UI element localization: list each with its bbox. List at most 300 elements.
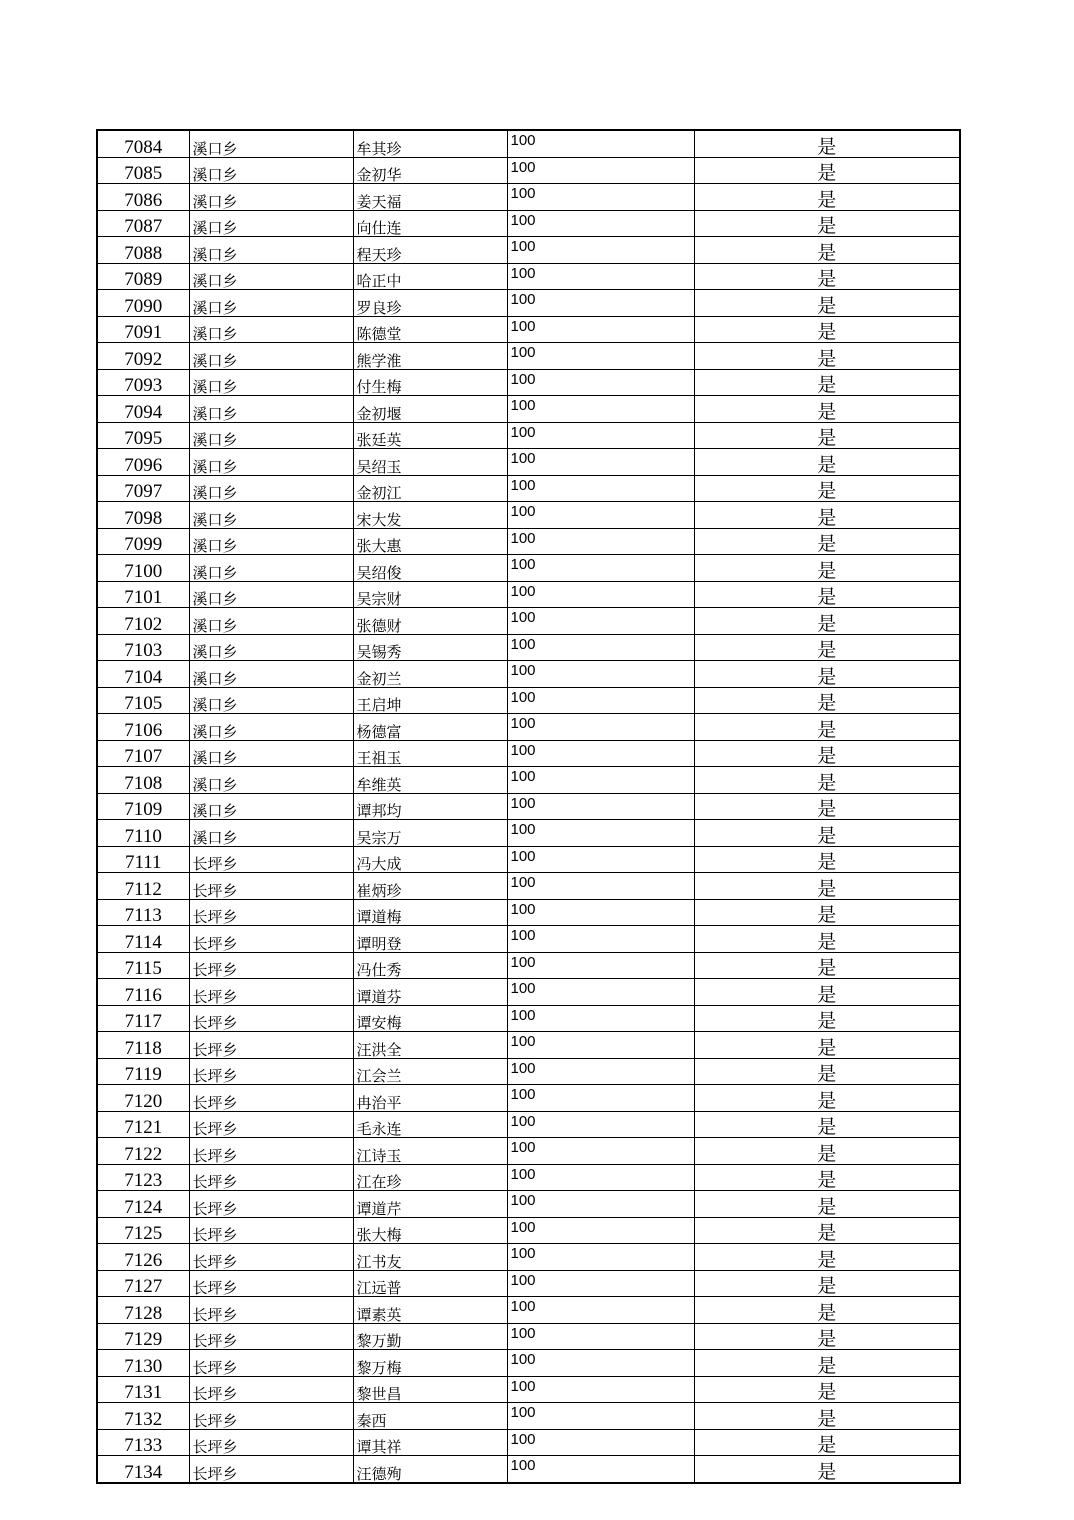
flag-cell: 是 (694, 343, 960, 370)
name-cell: 金初江 (353, 475, 507, 502)
flag-cell: 是 (694, 793, 960, 820)
flag-cell: 是 (694, 369, 960, 396)
amount-cell: 100 (507, 263, 694, 290)
table-row (97, 502, 960, 529)
table-row (97, 1376, 960, 1403)
township-cell: 长坪乡 (189, 1403, 353, 1430)
township-cell: 溪口乡 (189, 369, 353, 396)
name-cell: 冯仕秀 (353, 952, 507, 979)
flag-cell: 是 (694, 661, 960, 688)
table-row (97, 926, 960, 953)
flag-cell: 是 (694, 475, 960, 502)
row-number-cell: 7094 (97, 396, 189, 423)
table-row (97, 210, 960, 237)
township-cell: 长坪乡 (189, 1270, 353, 1297)
name-cell: 江在珍 (353, 1164, 507, 1191)
name-cell: 杨德富 (353, 714, 507, 741)
amount-cell: 100 (507, 952, 694, 979)
name-cell: 汪洪全 (353, 1032, 507, 1059)
flag-cell: 是 (694, 157, 960, 184)
name-cell: 王祖玉 (353, 740, 507, 767)
flag-cell: 是 (694, 1032, 960, 1059)
flag-cell: 是 (694, 1350, 960, 1377)
table-row (97, 1058, 960, 1085)
table-row (97, 1032, 960, 1059)
row-number-cell: 7111 (97, 846, 189, 873)
row-number-cell: 7086 (97, 184, 189, 211)
row-number-cell: 7114 (97, 926, 189, 953)
amount-cell: 100 (507, 873, 694, 900)
flag-cell: 是 (694, 1244, 960, 1271)
table-row (97, 608, 960, 635)
township-cell: 溪口乡 (189, 237, 353, 264)
row-number-cell: 7097 (97, 475, 189, 502)
row-number-cell: 7120 (97, 1085, 189, 1112)
township-cell: 溪口乡 (189, 502, 353, 529)
amount-cell: 100 (507, 1032, 694, 1059)
amount-cell: 100 (507, 237, 694, 264)
table-row (97, 687, 960, 714)
name-cell: 王启坤 (353, 687, 507, 714)
amount-cell: 100 (507, 979, 694, 1006)
amount-cell: 100 (507, 1058, 694, 1085)
township-cell: 长坪乡 (189, 873, 353, 900)
row-number-cell: 7118 (97, 1032, 189, 1059)
township-cell: 长坪乡 (189, 846, 353, 873)
township-cell: 溪口乡 (189, 767, 353, 794)
name-cell: 姜天福 (353, 184, 507, 211)
flag-cell: 是 (694, 1191, 960, 1218)
row-number-cell: 7128 (97, 1297, 189, 1324)
amount-cell: 100 (507, 1005, 694, 1032)
amount-cell: 100 (507, 210, 694, 237)
flag-cell: 是 (694, 1005, 960, 1032)
name-cell: 吴宗财 (353, 581, 507, 608)
name-cell: 谭道梅 (353, 899, 507, 926)
table-row (97, 1005, 960, 1032)
flag-cell: 是 (694, 1085, 960, 1112)
township-cell: 长坪乡 (189, 1429, 353, 1456)
name-cell: 宋大发 (353, 502, 507, 529)
township-cell: 溪口乡 (189, 714, 353, 741)
name-cell: 张大梅 (353, 1217, 507, 1244)
table-row (97, 873, 960, 900)
row-number-cell: 7085 (97, 157, 189, 184)
row-number-cell: 7093 (97, 369, 189, 396)
table-row (97, 1217, 960, 1244)
table-row (97, 343, 960, 370)
row-number-cell: 7103 (97, 634, 189, 661)
flag-cell: 是 (694, 290, 960, 317)
name-cell: 谭邦均 (353, 793, 507, 820)
township-cell: 长坪乡 (189, 1191, 353, 1218)
table-row (97, 820, 960, 847)
flag-cell: 是 (694, 952, 960, 979)
flag-cell: 是 (694, 846, 960, 873)
table-row (97, 1429, 960, 1456)
table-row (97, 1297, 960, 1324)
amount-cell: 100 (507, 130, 694, 157)
row-number-cell: 7107 (97, 740, 189, 767)
name-cell: 崔炳珍 (353, 873, 507, 900)
amount-cell: 100 (507, 528, 694, 555)
name-cell: 吴宗万 (353, 820, 507, 847)
name-cell: 黎万梅 (353, 1350, 507, 1377)
row-number-cell: 7084 (97, 130, 189, 157)
flag-cell: 是 (694, 1323, 960, 1350)
amount-cell: 100 (507, 1191, 694, 1218)
amount-cell: 100 (507, 1111, 694, 1138)
name-cell: 谭道芬 (353, 979, 507, 1006)
table-row (97, 316, 960, 343)
name-cell: 谭道芹 (353, 1191, 507, 1218)
data-table (96, 129, 961, 1484)
flag-cell: 是 (694, 396, 960, 423)
flag-cell: 是 (694, 608, 960, 635)
amount-cell: 100 (507, 1270, 694, 1297)
township-cell: 长坪乡 (189, 1456, 353, 1483)
township-cell: 溪口乡 (189, 263, 353, 290)
table-row (97, 475, 960, 502)
table-row (97, 157, 960, 184)
row-number-cell: 7091 (97, 316, 189, 343)
table-row (97, 1085, 960, 1112)
amount-cell: 100 (507, 502, 694, 529)
row-number-cell: 7105 (97, 687, 189, 714)
row-number-cell: 7112 (97, 873, 189, 900)
flag-cell: 是 (694, 130, 960, 157)
amount-cell: 100 (507, 899, 694, 926)
table-row (97, 661, 960, 688)
amount-cell: 100 (507, 1244, 694, 1271)
row-number-cell: 7104 (97, 661, 189, 688)
flag-cell: 是 (694, 820, 960, 847)
township-cell: 长坪乡 (189, 1111, 353, 1138)
flag-cell: 是 (694, 184, 960, 211)
township-cell: 溪口乡 (189, 634, 353, 661)
name-cell: 陈德堂 (353, 316, 507, 343)
township-cell: 长坪乡 (189, 1350, 353, 1377)
amount-cell: 100 (507, 343, 694, 370)
table-body (97, 130, 960, 1483)
table-row (97, 1456, 960, 1483)
flag-cell: 是 (694, 873, 960, 900)
table-row (97, 1350, 960, 1377)
row-number-cell: 7124 (97, 1191, 189, 1218)
name-cell: 冯大成 (353, 846, 507, 873)
amount-cell: 100 (507, 846, 694, 873)
table-row (97, 1270, 960, 1297)
row-number-cell: 7095 (97, 422, 189, 449)
township-cell: 长坪乡 (189, 1376, 353, 1403)
amount-cell: 100 (507, 687, 694, 714)
township-cell: 长坪乡 (189, 1005, 353, 1032)
table-row (97, 793, 960, 820)
amount-cell: 100 (507, 1429, 694, 1456)
township-cell: 溪口乡 (189, 793, 353, 820)
row-number-cell: 7129 (97, 1323, 189, 1350)
township-cell: 溪口乡 (189, 608, 353, 635)
township-cell: 溪口乡 (189, 130, 353, 157)
amount-cell: 100 (507, 475, 694, 502)
flag-cell: 是 (694, 926, 960, 953)
township-cell: 溪口乡 (189, 422, 353, 449)
township-cell: 溪口乡 (189, 396, 353, 423)
name-cell: 哈正中 (353, 263, 507, 290)
amount-cell: 100 (507, 1350, 694, 1377)
amount-cell: 100 (507, 1217, 694, 1244)
flag-cell: 是 (694, 1111, 960, 1138)
table-row (97, 290, 960, 317)
name-cell: 罗良珍 (353, 290, 507, 317)
row-number-cell: 7092 (97, 343, 189, 370)
row-number-cell: 7127 (97, 1270, 189, 1297)
name-cell: 黎万勤 (353, 1323, 507, 1350)
township-cell: 长坪乡 (189, 1217, 353, 1244)
table-row (97, 263, 960, 290)
amount-cell: 100 (507, 1403, 694, 1430)
amount-cell: 100 (507, 449, 694, 476)
row-number-cell: 7132 (97, 1403, 189, 1430)
row-number-cell: 7088 (97, 237, 189, 264)
name-cell: 江会兰 (353, 1058, 507, 1085)
name-cell: 张大惠 (353, 528, 507, 555)
amount-cell: 100 (507, 1164, 694, 1191)
township-cell: 溪口乡 (189, 343, 353, 370)
row-number-cell: 7106 (97, 714, 189, 741)
table-row (97, 634, 960, 661)
township-cell: 溪口乡 (189, 581, 353, 608)
row-number-cell: 7090 (97, 290, 189, 317)
row-number-cell: 7101 (97, 581, 189, 608)
table-row (97, 237, 960, 264)
table-row (97, 1323, 960, 1350)
amount-cell: 100 (507, 369, 694, 396)
flag-cell: 是 (694, 555, 960, 582)
table-row (97, 555, 960, 582)
row-number-cell: 7133 (97, 1429, 189, 1456)
amount-cell: 100 (507, 184, 694, 211)
flag-cell: 是 (694, 1297, 960, 1324)
amount-cell: 100 (507, 820, 694, 847)
name-cell: 黎世昌 (353, 1376, 507, 1403)
township-cell: 长坪乡 (189, 899, 353, 926)
row-number-cell: 7122 (97, 1138, 189, 1165)
row-number-cell: 7121 (97, 1111, 189, 1138)
township-cell: 长坪乡 (189, 952, 353, 979)
row-number-cell: 7125 (97, 1217, 189, 1244)
table-row (97, 740, 960, 767)
table-row (97, 846, 960, 873)
name-cell: 秦西 (353, 1403, 507, 1430)
township-cell: 长坪乡 (189, 1244, 353, 1271)
flag-cell: 是 (694, 263, 960, 290)
row-number-cell: 7108 (97, 767, 189, 794)
amount-cell: 100 (507, 290, 694, 317)
flag-cell: 是 (694, 740, 960, 767)
name-cell: 吴绍玉 (353, 449, 507, 476)
flag-cell: 是 (694, 237, 960, 264)
row-number-cell: 7099 (97, 528, 189, 555)
flag-cell: 是 (694, 714, 960, 741)
flag-cell: 是 (694, 1058, 960, 1085)
row-number-cell: 7116 (97, 979, 189, 1006)
row-number-cell: 7089 (97, 263, 189, 290)
name-cell: 谭其祥 (353, 1429, 507, 1456)
name-cell: 牟其珍 (353, 130, 507, 157)
table-row (97, 422, 960, 449)
table-row (97, 1191, 960, 1218)
township-cell: 长坪乡 (189, 1032, 353, 1059)
flag-cell: 是 (694, 1217, 960, 1244)
flag-cell: 是 (694, 1270, 960, 1297)
flag-cell: 是 (694, 581, 960, 608)
name-cell: 熊学淮 (353, 343, 507, 370)
name-cell: 江远普 (353, 1270, 507, 1297)
township-cell: 长坪乡 (189, 1323, 353, 1350)
amount-cell: 100 (507, 1376, 694, 1403)
amount-cell: 100 (507, 581, 694, 608)
flag-cell: 是 (694, 767, 960, 794)
table-row (97, 1138, 960, 1165)
table-row (97, 1164, 960, 1191)
name-cell: 吴锡秀 (353, 634, 507, 661)
flag-cell: 是 (694, 979, 960, 1006)
amount-cell: 100 (507, 634, 694, 661)
amount-cell: 100 (507, 157, 694, 184)
name-cell: 程天珍 (353, 237, 507, 264)
township-cell: 长坪乡 (189, 926, 353, 953)
row-number-cell: 7117 (97, 1005, 189, 1032)
amount-cell: 100 (507, 422, 694, 449)
name-cell: 冉治平 (353, 1085, 507, 1112)
flag-cell: 是 (694, 528, 960, 555)
township-cell: 长坪乡 (189, 1164, 353, 1191)
name-cell: 汪德殉 (353, 1456, 507, 1483)
flag-cell: 是 (694, 1164, 960, 1191)
township-cell: 溪口乡 (189, 290, 353, 317)
row-number-cell: 7130 (97, 1350, 189, 1377)
flag-cell: 是 (694, 899, 960, 926)
row-number-cell: 7096 (97, 449, 189, 476)
table-row (97, 396, 960, 423)
row-number-cell: 7126 (97, 1244, 189, 1271)
amount-cell: 100 (507, 1323, 694, 1350)
row-number-cell: 7110 (97, 820, 189, 847)
row-number-cell: 7131 (97, 1376, 189, 1403)
flag-cell: 是 (694, 210, 960, 237)
township-cell: 溪口乡 (189, 820, 353, 847)
amount-cell: 100 (507, 661, 694, 688)
township-cell: 溪口乡 (189, 316, 353, 343)
amount-cell: 100 (507, 396, 694, 423)
amount-cell: 100 (507, 926, 694, 953)
township-cell: 溪口乡 (189, 449, 353, 476)
flag-cell: 是 (694, 422, 960, 449)
township-cell: 长坪乡 (189, 1058, 353, 1085)
flag-cell: 是 (694, 1456, 960, 1483)
row-number-cell: 7119 (97, 1058, 189, 1085)
amount-cell: 100 (507, 1297, 694, 1324)
name-cell: 毛永连 (353, 1111, 507, 1138)
name-cell: 向仕连 (353, 210, 507, 237)
table-row (97, 449, 960, 476)
name-cell: 牟维英 (353, 767, 507, 794)
amount-cell: 100 (507, 1085, 694, 1112)
flag-cell: 是 (694, 687, 960, 714)
name-cell: 张德财 (353, 608, 507, 635)
name-cell: 张廷英 (353, 422, 507, 449)
row-number-cell: 7102 (97, 608, 189, 635)
amount-cell: 100 (507, 608, 694, 635)
township-cell: 长坪乡 (189, 979, 353, 1006)
name-cell: 谭素英 (353, 1297, 507, 1324)
township-cell: 溪口乡 (189, 475, 353, 502)
name-cell: 江诗玉 (353, 1138, 507, 1165)
table-row (97, 528, 960, 555)
township-cell: 溪口乡 (189, 555, 353, 582)
table-row (97, 714, 960, 741)
table-row (97, 184, 960, 211)
township-cell: 溪口乡 (189, 687, 353, 714)
amount-cell: 100 (507, 767, 694, 794)
table-row (97, 369, 960, 396)
amount-cell: 100 (507, 1138, 694, 1165)
table-row (97, 952, 960, 979)
township-cell: 溪口乡 (189, 740, 353, 767)
flag-cell: 是 (694, 449, 960, 476)
township-cell: 溪口乡 (189, 528, 353, 555)
table-row (97, 1403, 960, 1430)
flag-cell: 是 (694, 1376, 960, 1403)
flag-cell: 是 (694, 502, 960, 529)
flag-cell: 是 (694, 1138, 960, 1165)
amount-cell: 100 (507, 555, 694, 582)
table-row (97, 979, 960, 1006)
township-cell: 溪口乡 (189, 210, 353, 237)
flag-cell: 是 (694, 634, 960, 661)
row-number-cell: 7134 (97, 1456, 189, 1483)
amount-cell: 100 (507, 1456, 694, 1483)
table-row (97, 1244, 960, 1271)
name-cell: 吴绍俊 (353, 555, 507, 582)
table-row (97, 767, 960, 794)
amount-cell: 100 (507, 316, 694, 343)
name-cell: 金初华 (353, 157, 507, 184)
amount-cell: 100 (507, 793, 694, 820)
name-cell: 付生梅 (353, 369, 507, 396)
table-row (97, 899, 960, 926)
name-cell: 金初堰 (353, 396, 507, 423)
township-cell: 长坪乡 (189, 1297, 353, 1324)
flag-cell: 是 (694, 1429, 960, 1456)
township-cell: 溪口乡 (189, 184, 353, 211)
table-row (97, 581, 960, 608)
flag-cell: 是 (694, 316, 960, 343)
row-number-cell: 7113 (97, 899, 189, 926)
name-cell: 谭明登 (353, 926, 507, 953)
name-cell: 谭安梅 (353, 1005, 507, 1032)
township-cell: 长坪乡 (189, 1085, 353, 1112)
amount-cell: 100 (507, 714, 694, 741)
township-cell: 溪口乡 (189, 661, 353, 688)
row-number-cell: 7115 (97, 952, 189, 979)
name-cell: 金初兰 (353, 661, 507, 688)
row-number-cell: 7123 (97, 1164, 189, 1191)
row-number-cell: 7098 (97, 502, 189, 529)
name-cell: 江书友 (353, 1244, 507, 1271)
township-cell: 长坪乡 (189, 1138, 353, 1165)
